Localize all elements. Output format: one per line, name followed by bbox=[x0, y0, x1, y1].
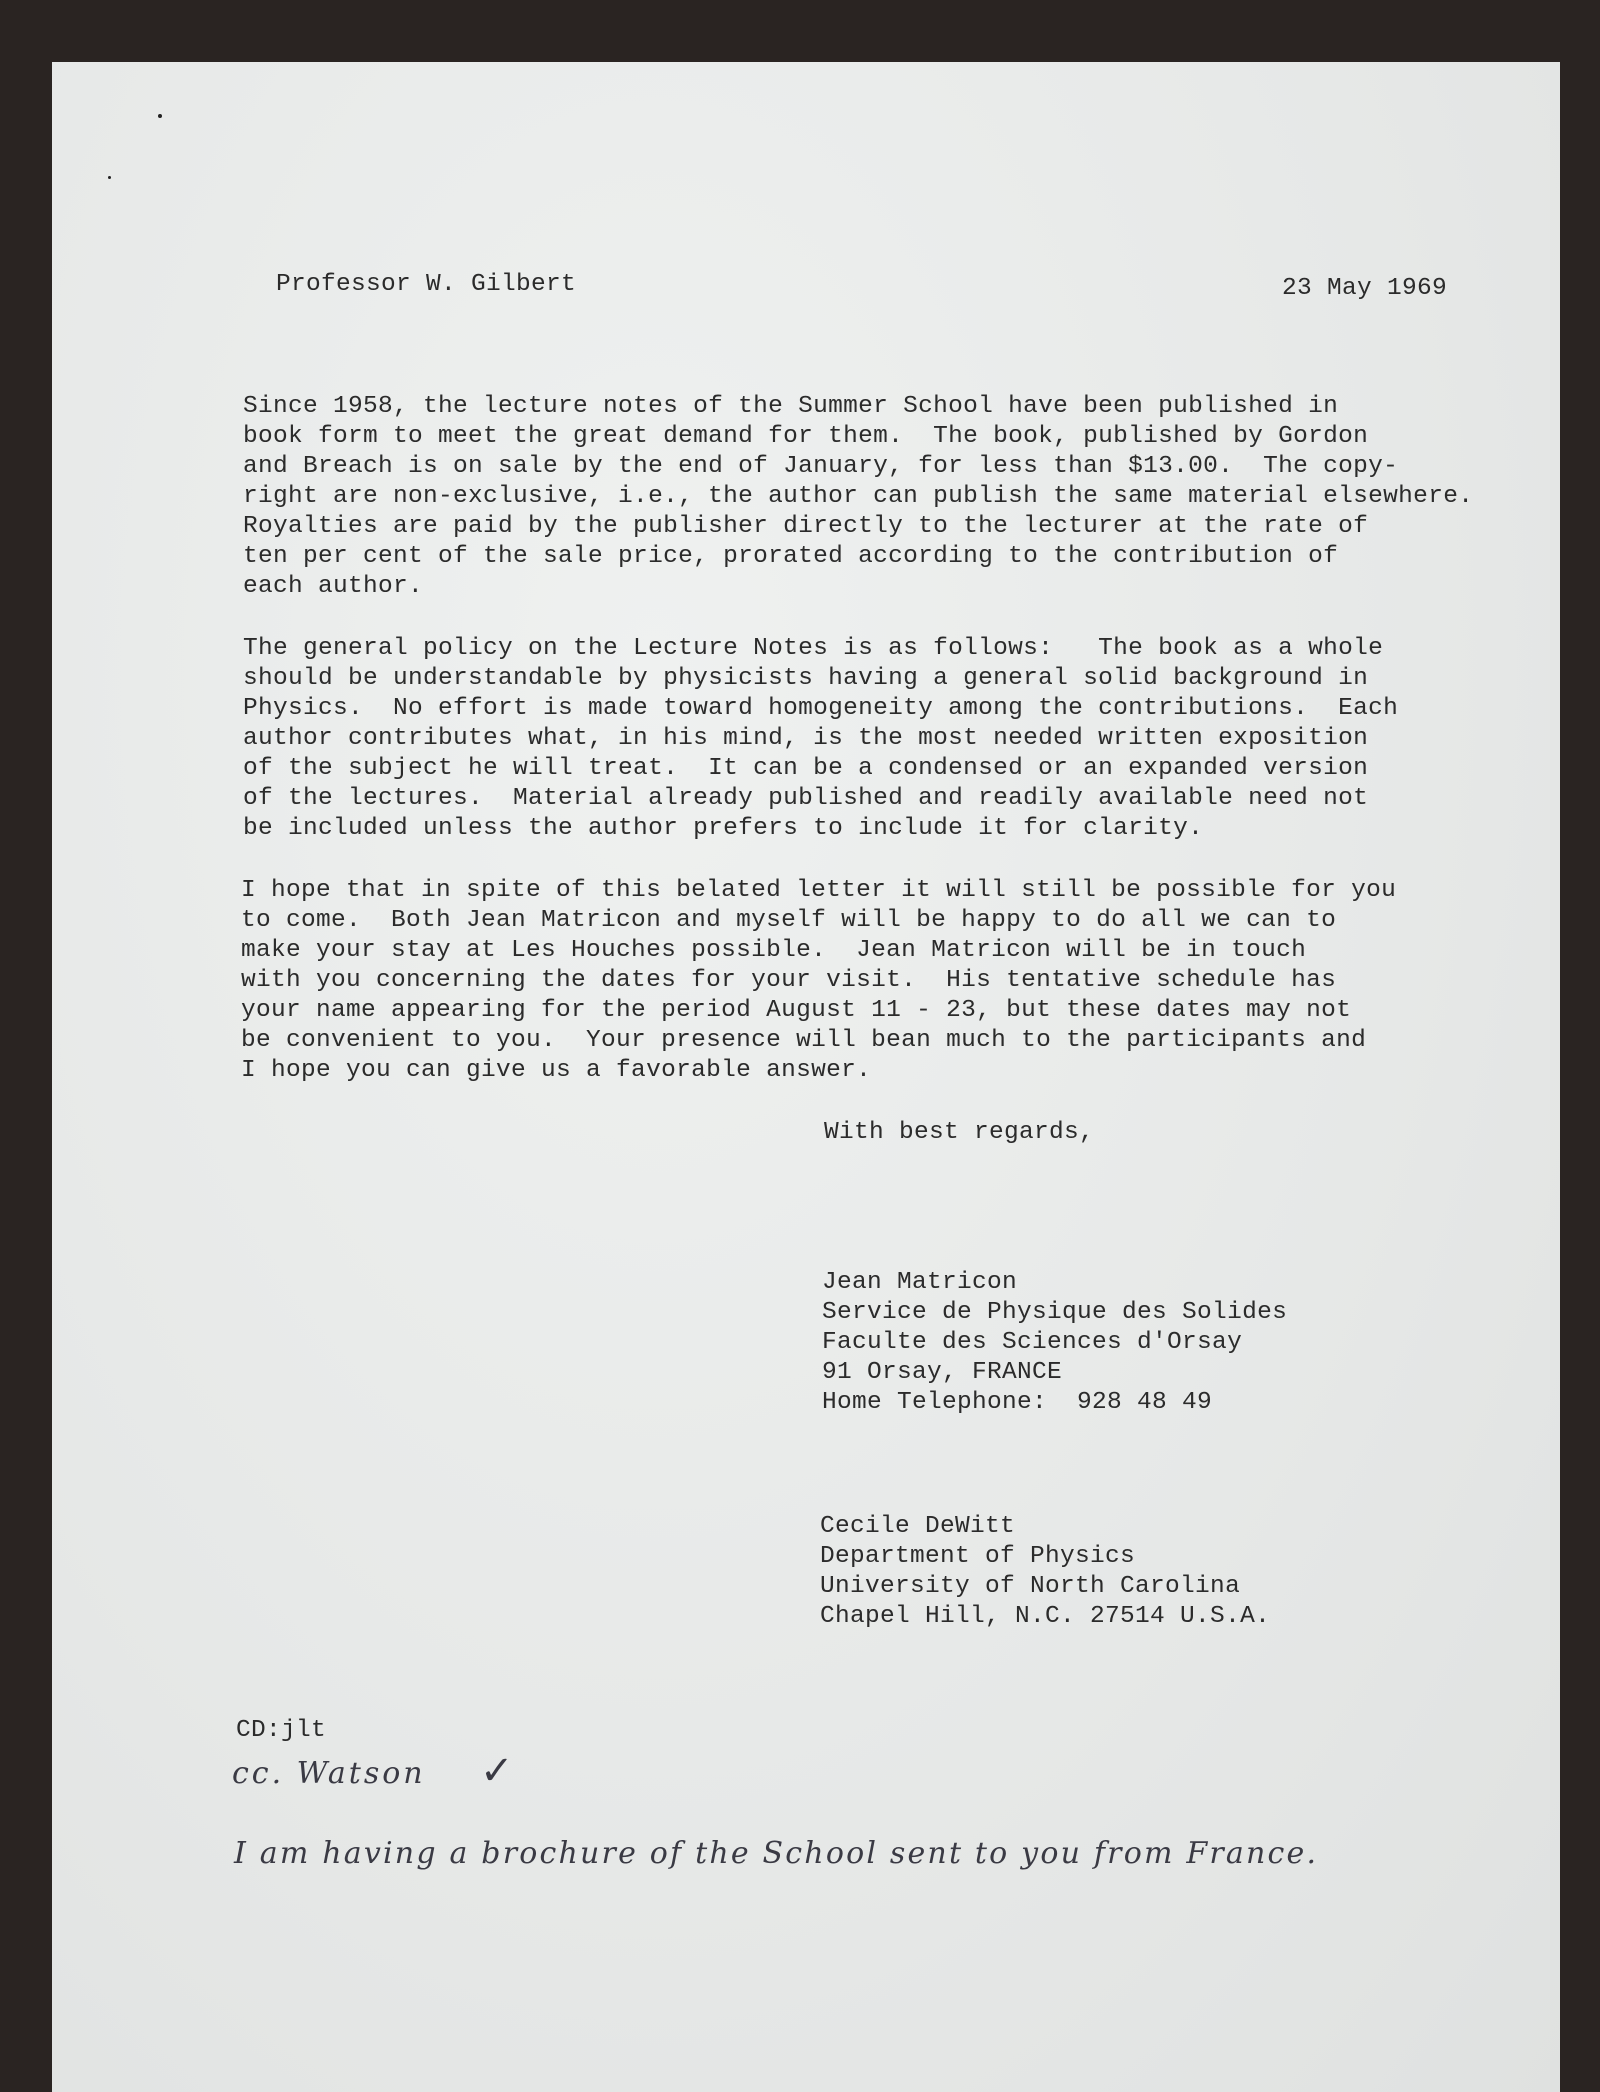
text-line: Since 1958, the lecture notes of the Summer School have been published in bbox=[243, 393, 1339, 420]
text-line: book form to meet the great demand for them. The book, published by Gordon bbox=[243, 423, 1369, 450]
handwritten-note: I am having a brochure of the School sent to you from France. bbox=[234, 1836, 1319, 1871]
recipient-name: Professor W. Gilbert bbox=[276, 271, 577, 298]
text-line: I hope that in spite of this belated letter it will still be possible for you bbox=[241, 877, 1397, 904]
text-line: your name appearing for the period August 11 - 23, but these dates may not bbox=[241, 997, 1352, 1024]
check-mark-icon: ✓ bbox=[480, 1748, 517, 1794]
text-line: make your stay at Les Houches possible. Jean Matricon will be in touch bbox=[241, 937, 1307, 964]
paragraph-publication bbox=[243, 362, 1473, 632]
text-line: Royalties are paid by the publisher directly to the lecturer at the rate of bbox=[243, 513, 1369, 540]
text-line: and Breach is on sale by the end of January, for less than $13.00. The copy- bbox=[243, 453, 1399, 480]
text-line: of the subject he will treat. It can be a condensed or an expanded version bbox=[243, 755, 1369, 782]
text-line: Department of Physics bbox=[820, 1543, 1136, 1570]
paper-speck bbox=[108, 176, 111, 179]
text-line: Faculte des Sciences d'Orsay bbox=[822, 1329, 1243, 1356]
text-line: with you concerning the dates for your visit. His tentative schedule has bbox=[241, 967, 1337, 994]
text-line: The general policy on the Lecture Notes is as follows: The book as a whole bbox=[243, 635, 1384, 662]
closing: With best regards, bbox=[824, 1119, 1095, 1146]
handwritten-cc: cc. Watson bbox=[232, 1756, 426, 1791]
text-line: of the lectures. Material already published and readily available need not bbox=[243, 785, 1369, 812]
signatory-matricon bbox=[822, 1238, 1287, 1448]
text-line: Service de Physique des Solides bbox=[822, 1299, 1288, 1326]
letter-date: 23 May 1969 bbox=[1282, 275, 1448, 302]
text-line: author contributes what, in his mind, is the most needed written exposition bbox=[243, 725, 1369, 752]
paragraph-invitation bbox=[241, 846, 1396, 1116]
text-line: each author. bbox=[243, 573, 424, 600]
text-line: right are non-exclusive, i.e., the author can publish the same material elsewhere. bbox=[243, 483, 1474, 510]
text-line: be convenient to you. Your presence will bean much to the participants and bbox=[241, 1027, 1367, 1054]
typist-initials: CD:jlt bbox=[236, 1717, 327, 1744]
text-line: 91 Orsay, FRANCE bbox=[822, 1359, 1063, 1386]
text-line: ten per cent of the sale price, prorated according to the contribution of bbox=[243, 543, 1339, 570]
text-line: should be understandable by physicists having a general solid background in bbox=[243, 665, 1369, 692]
text-line: Home Telephone: 928 48 49 bbox=[822, 1389, 1213, 1416]
text-line: to come. Both Jean Matricon and myself will be happy to do all we can to bbox=[241, 907, 1337, 934]
paragraph-policy bbox=[243, 604, 1398, 874]
text-line: Cecile DeWitt bbox=[820, 1513, 1016, 1540]
text-line: Jean Matricon bbox=[822, 1269, 1018, 1296]
text-line: I hope you can give us a favorable answer. bbox=[241, 1057, 872, 1084]
signatory-dewitt bbox=[820, 1482, 1270, 1662]
text-line: Chapel Hill, N.C. 27514 U.S.A. bbox=[820, 1603, 1271, 1630]
text-line: University of North Carolina bbox=[820, 1573, 1241, 1600]
text-line: Physics. No effort is made toward homogeneity among the contributions. Each bbox=[243, 695, 1399, 722]
paper-speck bbox=[158, 114, 162, 118]
text-line: be included unless the author prefers to include it for clarity. bbox=[243, 815, 1204, 842]
